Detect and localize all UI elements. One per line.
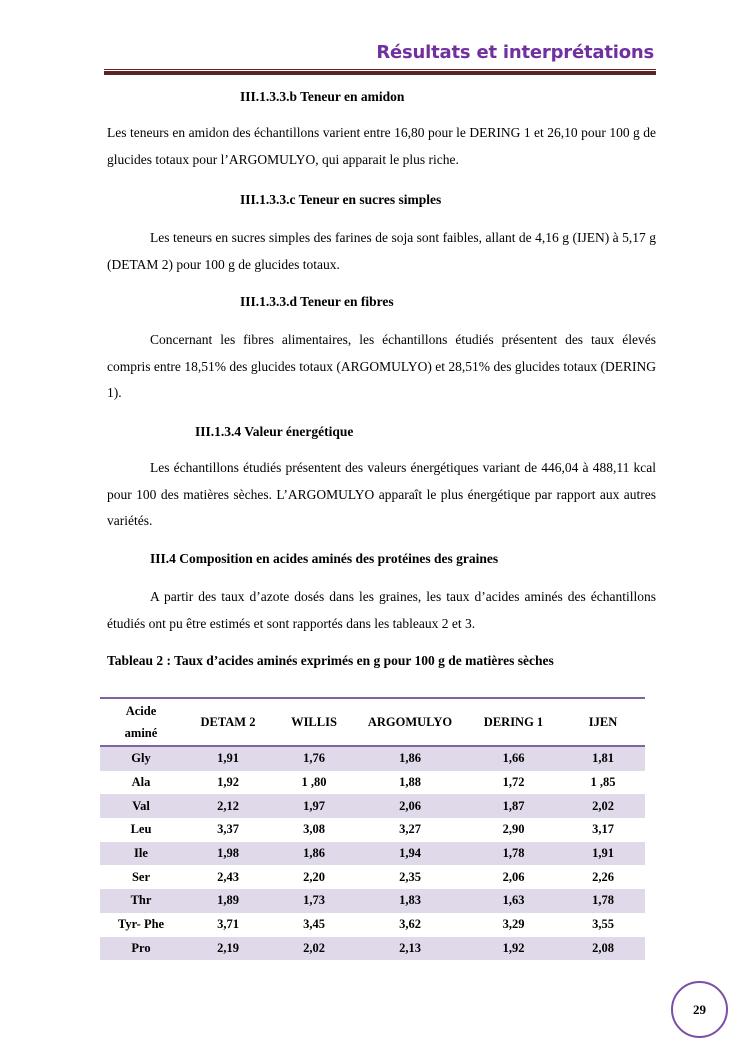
cell-value: 2,19 bbox=[217, 940, 239, 955]
amino-acid-name: Ala bbox=[131, 775, 151, 790]
amino-acid-table bbox=[100, 697, 645, 960]
header-line: aminé bbox=[124, 726, 158, 740]
cell-value: 2,06 bbox=[399, 798, 421, 813]
cell-value: 1,86 bbox=[399, 751, 421, 766]
cell-value: 2,08 bbox=[592, 940, 614, 955]
table-caption: Tableau 2 : Taux d’acides aminés exprimés en g pour 100 g de matières sèches bbox=[107, 653, 554, 668]
cell-value: 1,91 bbox=[592, 846, 614, 861]
table-row bbox=[100, 889, 645, 913]
cell-value: 1,92 bbox=[502, 940, 525, 955]
table-row bbox=[100, 865, 645, 889]
cell-value: 3,55 bbox=[592, 917, 614, 932]
table-row bbox=[100, 937, 645, 961]
table-row bbox=[100, 818, 645, 842]
cell-value: 2,13 bbox=[399, 940, 421, 955]
cell-value: 1,83 bbox=[399, 893, 421, 908]
cell-value: 1,81 bbox=[592, 751, 614, 766]
cell-value: 3,45 bbox=[303, 917, 325, 932]
cell-value: 2,02 bbox=[303, 940, 325, 955]
cell-value: 1,78 bbox=[592, 893, 614, 908]
cell-value: 1,63 bbox=[502, 893, 525, 908]
table-row bbox=[100, 842, 645, 866]
column-header-acide-amine bbox=[100, 698, 182, 746]
cell-value: 1,73 bbox=[303, 893, 325, 908]
cell-value: 3,71 bbox=[217, 917, 239, 932]
cell-value: 2,43 bbox=[217, 869, 239, 884]
column-header: WILLIS bbox=[291, 715, 337, 729]
cell-value: 1,76 bbox=[303, 751, 325, 766]
cell-value: 2,02 bbox=[592, 798, 614, 813]
cell-value: 1,89 bbox=[217, 893, 239, 908]
section-heading-amidon: III.1.3.3.b Teneur en amidon bbox=[240, 89, 405, 104]
paragraph-fibres: Concernant les fibres alimentaires, les échantillons étudiés présentent des taux élevés compris entre 18,51% des glucides totaux (ARGOMULYO) et 28,51% des glucides totaux (DERING 1). bbox=[107, 332, 656, 400]
cell-value: 3,17 bbox=[592, 822, 614, 837]
cell-value: 1,98 bbox=[217, 846, 239, 861]
amino-acid-name: Ile bbox=[134, 846, 148, 861]
cell-value: 2,35 bbox=[399, 869, 421, 884]
cell-value: 1,91 bbox=[217, 751, 239, 766]
column-header: IJEN bbox=[588, 715, 618, 729]
cell-value: 1,87 bbox=[502, 798, 525, 813]
amino-acid-name: Thr bbox=[130, 893, 152, 908]
paragraph-sucres: Les teneurs en sucres simples des farines de soja sont faibles, allant de 4,16 g (IJEN) à 5,17 g (DETAM 2) pour 100 g de glucides totaux. bbox=[107, 230, 656, 272]
cell-value: 3,08 bbox=[303, 822, 325, 837]
section-heading-fibres: III.1.3.3.d Teneur en fibres bbox=[240, 294, 394, 309]
table-header-row bbox=[100, 698, 645, 746]
header-line: Acide bbox=[125, 704, 157, 718]
section-heading-sucres: III.1.3.3.c Teneur en sucres simples bbox=[240, 192, 442, 207]
column-header: DETAM 2 bbox=[200, 715, 256, 729]
cell-value: 3,27 bbox=[399, 822, 421, 837]
header-rule-thick bbox=[104, 71, 656, 75]
section-heading-energie: III.1.3.4 Valeur énergétique bbox=[195, 424, 354, 439]
cell-value: 2,12 bbox=[217, 798, 239, 813]
cell-value: 3,37 bbox=[217, 822, 239, 837]
table-row bbox=[100, 913, 645, 937]
cell-value: 1 ,80 bbox=[301, 775, 327, 790]
amino-acid-name: Gly bbox=[131, 751, 151, 766]
amino-acid-name: Ser bbox=[131, 869, 151, 884]
cell-value: 1,92 bbox=[217, 775, 239, 790]
cell-value: 3,62 bbox=[399, 917, 421, 932]
amino-acid-name: Leu bbox=[130, 822, 152, 837]
cell-value: 1,86 bbox=[303, 846, 325, 861]
running-header-title: Résultats et interprétations bbox=[376, 42, 654, 63]
cell-value: 1,97 bbox=[303, 798, 325, 813]
cell-value: 1,66 bbox=[502, 751, 525, 766]
column-header: DERING 1 bbox=[483, 715, 544, 729]
table-row bbox=[100, 771, 645, 795]
header-rule-thin bbox=[104, 69, 656, 70]
page-number: 29 bbox=[671, 981, 728, 1038]
cell-value: 1 ,85 bbox=[590, 775, 616, 790]
cell-value: 2,90 bbox=[502, 822, 525, 837]
cell-value: 1,78 bbox=[502, 846, 525, 861]
section-heading-acides-amines: III.4 Composition en acides aminés des protéines des graines bbox=[150, 551, 499, 566]
column-header: ARGOMULYO bbox=[367, 715, 453, 729]
cell-value: 2,26 bbox=[592, 869, 614, 884]
cell-value: 2,20 bbox=[303, 869, 325, 884]
table-row bbox=[100, 746, 645, 771]
table-row bbox=[100, 794, 645, 818]
amino-acid-name: Tyr- Phe bbox=[117, 917, 165, 932]
paragraph-acides-amines: A partir des taux d’azote dosés dans les graines, les taux d’acides aminés des échantillons étudiés ont pu être estimés et sont rapportés dans les tableaux 2 et 3. bbox=[107, 589, 656, 631]
cell-value: 1,72 bbox=[502, 775, 525, 790]
amino-acid-name: Pro bbox=[131, 940, 151, 955]
cell-value: 2,06 bbox=[502, 869, 525, 884]
paragraph-amidon: Les teneurs en amidon des échantillons varient entre 16,80 pour le DERING 1 et 26,10 pour 100 g de glucides totaux pour l’ARGOMULYO, qui apparait le plus riche. bbox=[107, 125, 656, 167]
cell-value: 3,29 bbox=[502, 917, 525, 932]
paragraph-energie: Les échantillons étudiés présentent des valeurs énergétiques variant de 446,04 à 488,11 kcal pour 100 des matières sèches. L’ARGOMULYO apparaît le plus énergétique par rapport aux autres variétés. bbox=[107, 460, 656, 528]
cell-value: 1,94 bbox=[399, 846, 421, 861]
amino-acid-name: Val bbox=[132, 798, 150, 813]
cell-value: 1,88 bbox=[399, 775, 421, 790]
